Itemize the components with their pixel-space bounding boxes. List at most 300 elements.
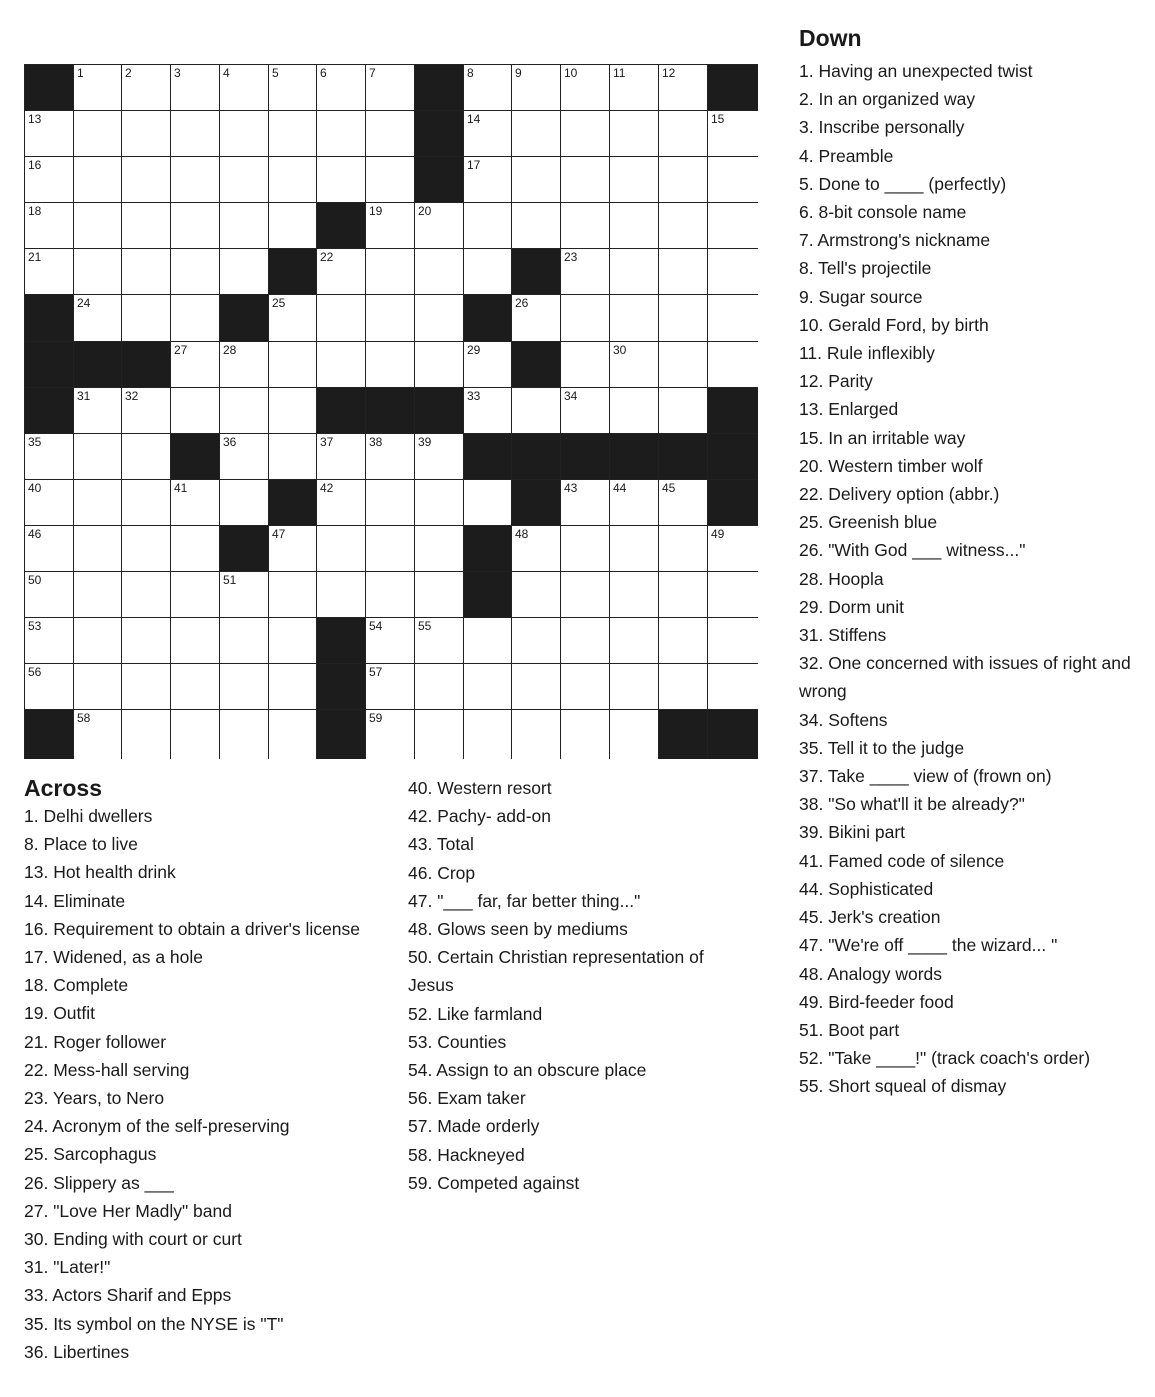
clue-item[interactable]: 22. Delivery option (abbr.): [799, 484, 1000, 505]
clue-item[interactable]: 54. Assign to an obscure place: [408, 1060, 647, 1081]
clue-item[interactable]: 35. Its symbol on the NYSE is "T": [24, 1313, 284, 1334]
black-square: [512, 249, 561, 295]
grid-cell[interactable]: [269, 664, 317, 710]
clue-item[interactable]: 25. Sarcophagus: [24, 1144, 157, 1165]
cell-number: 41: [174, 481, 188, 495]
clue-item[interactable]: 13. Hot health drink: [24, 862, 176, 883]
grid-cell[interactable]: [220, 111, 269, 157]
clue-item[interactable]: 28. Hoopla: [799, 568, 884, 589]
grid-cell[interactable]: [25, 111, 74, 157]
grid-cell[interactable]: [464, 249, 512, 295]
clue-item[interactable]: 21. Roger follower: [24, 1031, 167, 1052]
grid-cell[interactable]: [415, 618, 464, 664]
cell-number: 9: [515, 66, 522, 80]
grid-cell[interactable]: [512, 157, 561, 203]
cell-number: 27: [174, 343, 188, 357]
grid-cell[interactable]: [366, 342, 415, 388]
grid-cell[interactable]: [171, 664, 220, 710]
grid-cell[interactable]: [708, 664, 758, 710]
cell-number: 20: [418, 204, 432, 218]
clue-item[interactable]: 32. One concerned with issues of right and wrong: [799, 653, 1131, 702]
grid-cell[interactable]: [171, 65, 220, 111]
grid-cell[interactable]: [561, 572, 610, 618]
grid-cell[interactable]: [25, 249, 74, 295]
grid-cell[interactable]: [708, 249, 758, 295]
cell-number: 46: [28, 527, 42, 541]
grid-cell[interactable]: [512, 388, 561, 434]
clue-item[interactable]: 55. Short squeal of dismay: [799, 1076, 1007, 1097]
grid-cell[interactable]: [220, 664, 269, 710]
black-square: [317, 664, 366, 710]
black-square: [415, 157, 464, 203]
grid-cell[interactable]: [269, 157, 317, 203]
grid-cell[interactable]: [269, 65, 317, 111]
grid-cell[interactable]: [25, 618, 74, 664]
grid-cell[interactable]: [220, 342, 269, 388]
grid-cell[interactable]: [415, 526, 464, 572]
grid-cell[interactable]: [610, 203, 659, 249]
grid-cell[interactable]: [220, 480, 269, 526]
clue-item[interactable]: 2. In an organized way: [799, 89, 976, 110]
grid-cell[interactable]: [561, 249, 610, 295]
grid-cell[interactable]: [512, 572, 561, 618]
grid-cell[interactable]: [171, 203, 220, 249]
grid-cell[interactable]: [74, 295, 122, 342]
grid-cell[interactable]: [464, 157, 512, 203]
grid-cell[interactable]: [659, 249, 708, 295]
grid-cell[interactable]: [512, 65, 561, 111]
grid-cell[interactable]: [659, 295, 708, 342]
clue-item[interactable]: 31. Stiffens: [799, 625, 887, 646]
cell-number: 38: [369, 435, 383, 449]
clue-item[interactable]: 5. Done to ____ (perfectly): [799, 173, 1007, 194]
grid-cell[interactable]: [269, 526, 317, 572]
grid-cell[interactable]: [415, 203, 464, 249]
grid-cell[interactable]: [74, 526, 122, 572]
clue-item[interactable]: 20. Western timber wolf: [799, 455, 983, 476]
grid-cell[interactable]: [659, 618, 708, 664]
clue-item[interactable]: 14. Eliminate: [24, 890, 126, 911]
clue-item[interactable]: 4. Preamble: [799, 145, 894, 166]
grid-cell[interactable]: [366, 434, 415, 480]
clue-item[interactable]: 48. Analogy words: [799, 963, 943, 984]
black-square: [708, 710, 758, 759]
grid-cell[interactable]: [561, 526, 610, 572]
grid-cell[interactable]: [122, 572, 171, 618]
grid-cell[interactable]: [464, 65, 512, 111]
clue-item[interactable]: 1. Delhi dwellers: [24, 806, 153, 826]
clue-item[interactable]: 26. Slippery as ___: [24, 1172, 174, 1193]
clue-item[interactable]: 19. Outfit: [24, 1003, 96, 1024]
black-square: [708, 480, 758, 526]
cell-number: 8: [467, 66, 474, 80]
grid-cell[interactable]: [512, 710, 561, 759]
clue-item[interactable]: 47. "We're off ____ the wizard... ": [799, 935, 1058, 956]
clue-item[interactable]: 24. Acronym of the self-preserving: [24, 1116, 290, 1137]
grid-cell[interactable]: [561, 203, 610, 249]
clue-item[interactable]: 25. Greenish blue: [799, 512, 938, 533]
grid-cell[interactable]: [512, 295, 561, 342]
cell-number: 45: [662, 481, 676, 495]
cell-number: 2: [125, 66, 132, 80]
grid-cell[interactable]: [171, 618, 220, 664]
clue-item[interactable]: 49. Bird-feeder food: [799, 991, 954, 1012]
grid-cell[interactable]: [269, 572, 317, 618]
black-square: [220, 526, 269, 572]
grid-cell[interactable]: [74, 249, 122, 295]
clue-item[interactable]: 10. Gerald Ford, by birth: [799, 314, 989, 335]
grid-cell[interactable]: [122, 664, 171, 710]
cell-number: 4: [223, 66, 230, 80]
black-square: [512, 434, 561, 480]
grid-cell[interactable]: [708, 342, 758, 388]
grid-cell[interactable]: [220, 710, 269, 759]
across-clue-list-1: [24, 802, 364, 1366]
clue-item[interactable]: 3. Inscribe personally: [799, 117, 965, 138]
grid-cell[interactable]: [708, 572, 758, 618]
clue-item[interactable]: 30. Ending with court or curt: [24, 1229, 242, 1250]
grid-cell[interactable]: [464, 342, 512, 388]
grid-cell[interactable]: [561, 65, 610, 111]
grid-cell[interactable]: [74, 388, 122, 434]
clue-item[interactable]: 16. Requirement to obtain a driver's license: [24, 918, 361, 939]
grid-cell[interactable]: [122, 111, 171, 157]
grid-cell[interactable]: [317, 526, 366, 572]
grid-cell[interactable]: [317, 480, 366, 526]
grid-cell[interactable]: [25, 526, 74, 572]
grid-cell[interactable]: [659, 388, 708, 434]
clue-item[interactable]: 42. Pachy- add-on: [408, 806, 552, 827]
grid-cell[interactable]: [122, 710, 171, 759]
clue-item[interactable]: 39. Bikini part: [799, 822, 906, 843]
grid-cell[interactable]: [708, 157, 758, 203]
clue-item[interactable]: 37. Take ____ view of (frown on): [799, 766, 1052, 787]
grid-cell[interactable]: [122, 480, 171, 526]
grid-cell[interactable]: [512, 203, 561, 249]
cell-number: 43: [564, 481, 578, 495]
clue-item[interactable]: 41. Famed code of silence: [799, 850, 1005, 871]
grid-cell[interactable]: [464, 618, 512, 664]
across-heading: Across: [24, 775, 102, 801]
clue-item[interactable]: 23. Years, to Nero: [24, 1088, 165, 1109]
grid-cell[interactable]: [561, 111, 610, 157]
clue-item[interactable]: 27. "Love Her Madly" band: [24, 1200, 232, 1221]
grid-cell[interactable]: [220, 388, 269, 434]
grid-cell[interactable]: [122, 295, 171, 342]
grid-cell[interactable]: [171, 388, 220, 434]
grid-cell[interactable]: [659, 342, 708, 388]
grid-cell[interactable]: [415, 710, 464, 759]
grid-cell[interactable]: [269, 618, 317, 664]
grid-cell[interactable]: [415, 342, 464, 388]
cell-number: 42: [320, 481, 334, 495]
grid-cell[interactable]: [561, 388, 610, 434]
clue-item[interactable]: 31. "Later!": [24, 1257, 111, 1278]
black-square: [464, 295, 512, 342]
grid-cell[interactable]: [415, 572, 464, 618]
clue-item[interactable]: 8. Tell's projectile: [799, 258, 932, 279]
grid-cell[interactable]: [317, 434, 366, 480]
grid-cell[interactable]: [561, 342, 610, 388]
grid-cell[interactable]: [220, 65, 269, 111]
clue-item[interactable]: 29. Dorm unit: [799, 596, 905, 617]
grid-cell[interactable]: [610, 342, 659, 388]
grid-cell[interactable]: [122, 388, 171, 434]
cell-number: 22: [320, 250, 334, 264]
grid-cell[interactable]: [659, 203, 708, 249]
black-square: [659, 434, 708, 480]
grid-cell[interactable]: [659, 664, 708, 710]
grid-cell[interactable]: [220, 249, 269, 295]
grid-cell[interactable]: [171, 157, 220, 203]
grid-cell[interactable]: [269, 710, 317, 759]
clue-item[interactable]: 52. Like farmland: [408, 1003, 543, 1024]
grid-cell[interactable]: [171, 526, 220, 572]
grid-cell[interactable]: [610, 572, 659, 618]
grid-cell[interactable]: [464, 388, 512, 434]
clue-item[interactable]: 13. Enlarged: [799, 399, 899, 420]
clue-item[interactable]: 12. Parity: [799, 371, 873, 392]
clue-item[interactable]: 9. Sugar source: [799, 286, 923, 307]
cell-number: 39: [418, 435, 432, 449]
grid-cell[interactable]: [122, 203, 171, 249]
clue-item[interactable]: 52. "Take ____!" (track coach's order): [799, 1048, 1091, 1069]
cell-number: 16: [28, 158, 42, 172]
grid-cell[interactable]: [122, 434, 171, 480]
black-square: [74, 342, 122, 388]
grid-cell[interactable]: [74, 480, 122, 526]
grid-cell[interactable]: [464, 710, 512, 759]
clue-item[interactable]: 17. Widened, as a hole: [24, 947, 204, 968]
grid-cell[interactable]: [269, 388, 317, 434]
clue-item[interactable]: 15. In an irritable way: [799, 427, 966, 448]
grid-cell[interactable]: [74, 111, 122, 157]
clue-item[interactable]: 22. Mess-hall serving: [24, 1059, 190, 1080]
grid-cell[interactable]: [610, 295, 659, 342]
grid-cell[interactable]: [269, 203, 317, 249]
grid-cell[interactable]: [171, 295, 220, 342]
clue-item[interactable]: 34. Softens: [799, 709, 888, 730]
grid-cell[interactable]: [415, 434, 464, 480]
grid-cell[interactable]: [366, 157, 415, 203]
clue-item[interactable]: 51. Boot part: [799, 1019, 900, 1040]
grid-cell[interactable]: [171, 710, 220, 759]
grid-cell[interactable]: [74, 65, 122, 111]
grid-cell[interactable]: [317, 342, 366, 388]
grid-cell[interactable]: [610, 480, 659, 526]
cell-number: 13: [28, 112, 42, 126]
grid-cell[interactable]: [708, 111, 758, 157]
clue-item[interactable]: 48. Glows seen by mediums: [408, 919, 628, 940]
grid-cell[interactable]: [659, 111, 708, 157]
clue-item[interactable]: 46. Crop: [408, 862, 476, 883]
grid-cell[interactable]: [708, 295, 758, 342]
grid-cell[interactable]: [74, 664, 122, 710]
grid-cell[interactable]: [171, 111, 220, 157]
clue-item[interactable]: 26. "With God ___ witness...": [799, 540, 1026, 561]
black-square: [317, 203, 366, 249]
black-square: [415, 65, 464, 111]
grid-cell[interactable]: [610, 664, 659, 710]
grid-cell[interactable]: [464, 111, 512, 157]
grid-cell[interactable]: [122, 618, 171, 664]
grid-cell[interactable]: [74, 203, 122, 249]
clue-item[interactable]: 35. Tell it to the judge: [799, 737, 965, 758]
cell-number: 29: [467, 343, 481, 357]
grid-cell[interactable]: [464, 203, 512, 249]
grid-cell[interactable]: [708, 526, 758, 572]
grid-cell[interactable]: [464, 664, 512, 710]
grid-cell[interactable]: [512, 111, 561, 157]
grid-cell[interactable]: [561, 664, 610, 710]
cell-number: 50: [28, 573, 42, 587]
grid-cell[interactable]: [25, 203, 74, 249]
clue-item[interactable]: 47. "___ far, far better thing...": [408, 890, 641, 911]
clue-item[interactable]: 44. Sophisticated: [799, 878, 934, 899]
clue-item[interactable]: 1. Having an unexpected twist: [799, 61, 1033, 81]
grid-cell[interactable]: [659, 157, 708, 203]
black-square: [708, 388, 758, 434]
grid-cell[interactable]: [659, 572, 708, 618]
grid-cell[interactable]: [269, 295, 317, 342]
grid-cell[interactable]: [171, 342, 220, 388]
grid-cell[interactable]: [659, 480, 708, 526]
grid-cell[interactable]: [610, 157, 659, 203]
grid-cell[interactable]: [366, 111, 415, 157]
clue-item[interactable]: 58. Hackneyed: [408, 1144, 525, 1165]
grid-cell[interactable]: [317, 572, 366, 618]
grid-cell[interactable]: [610, 388, 659, 434]
grid-cell[interactable]: [317, 65, 366, 111]
grid-cell[interactable]: [610, 710, 659, 759]
black-square: [25, 65, 74, 111]
clue-item[interactable]: 33. Actors Sharif and Epps: [24, 1285, 232, 1306]
grid-cell[interactable]: [366, 203, 415, 249]
clue-item[interactable]: 59. Competed against: [408, 1172, 580, 1193]
black-square: [415, 388, 464, 434]
grid-cell[interactable]: [269, 342, 317, 388]
black-square: [25, 388, 74, 434]
grid-cell[interactable]: [659, 65, 708, 111]
grid-cell[interactable]: [317, 249, 366, 295]
grid-cell[interactable]: [561, 618, 610, 664]
grid-cell[interactable]: [415, 249, 464, 295]
grid-cell[interactable]: [220, 618, 269, 664]
clue-item[interactable]: 18. Complete: [24, 975, 129, 996]
cell-number: 55: [418, 619, 432, 633]
grid-cell[interactable]: [25, 434, 74, 480]
clue-item[interactable]: 38. "So what'll it be already?": [799, 794, 1025, 815]
grid-cell[interactable]: [220, 434, 269, 480]
grid-cell[interactable]: [317, 295, 366, 342]
grid-cell[interactable]: [610, 249, 659, 295]
clue-item[interactable]: 36. Libertines: [24, 1341, 130, 1362]
grid-cell[interactable]: [561, 157, 610, 203]
across-clue-list-2: [408, 774, 753, 1197]
grid-cell[interactable]: [512, 526, 561, 572]
grid-cell[interactable]: [561, 480, 610, 526]
grid-cell[interactable]: [171, 572, 220, 618]
grid-cell[interactable]: [220, 157, 269, 203]
grid-cell[interactable]: [366, 572, 415, 618]
cell-number: 44: [613, 481, 627, 495]
grid-cell[interactable]: [122, 157, 171, 203]
grid-cell[interactable]: [220, 203, 269, 249]
grid-cell[interactable]: [366, 249, 415, 295]
grid-cell[interactable]: [366, 710, 415, 759]
clue-item[interactable]: 53. Counties: [408, 1031, 507, 1052]
grid-cell[interactable]: [25, 480, 74, 526]
grid-cell[interactable]: [171, 480, 220, 526]
grid-cell[interactable]: [74, 157, 122, 203]
grid-cell[interactable]: [610, 65, 659, 111]
grid-cell[interactable]: [659, 526, 708, 572]
grid-cell[interactable]: [122, 526, 171, 572]
grid-cell[interactable]: [171, 249, 220, 295]
grid-cell[interactable]: [366, 526, 415, 572]
grid-cell[interactable]: [220, 572, 269, 618]
grid-cell[interactable]: [366, 618, 415, 664]
grid-cell[interactable]: [512, 618, 561, 664]
grid-cell[interactable]: [610, 618, 659, 664]
clue-item[interactable]: 56. Exam taker: [408, 1088, 526, 1109]
grid-cell[interactable]: [74, 618, 122, 664]
grid-cell[interactable]: [269, 434, 317, 480]
grid-cell[interactable]: [25, 664, 74, 710]
clue-item[interactable]: 50. Certain Christian representation of Jesus: [408, 947, 704, 996]
cell-number: 47: [272, 527, 286, 541]
grid-cell[interactable]: [366, 664, 415, 710]
grid-cell[interactable]: [561, 710, 610, 759]
black-square: [464, 572, 512, 618]
grid-cell[interactable]: [561, 295, 610, 342]
grid-cell[interactable]: [366, 65, 415, 111]
grid-cell[interactable]: [708, 618, 758, 664]
grid-cell[interactable]: [74, 710, 122, 759]
clue-item[interactable]: 40. Western resort: [408, 778, 552, 798]
grid-cell[interactable]: [74, 572, 122, 618]
grid-cell[interactable]: [415, 480, 464, 526]
grid-cell[interactable]: [122, 249, 171, 295]
grid-cell[interactable]: [512, 664, 561, 710]
clue-item[interactable]: 6. 8-bit console name: [799, 202, 967, 223]
grid-cell[interactable]: [366, 480, 415, 526]
grid-cell[interactable]: [610, 111, 659, 157]
grid-cell[interactable]: [317, 111, 366, 157]
grid-cell[interactable]: [122, 65, 171, 111]
grid-cell[interactable]: [464, 480, 512, 526]
clue-item[interactable]: 45. Jerk's creation: [799, 907, 941, 928]
grid-cell[interactable]: [269, 111, 317, 157]
clue-item[interactable]: 8. Place to live: [24, 834, 138, 855]
clue-item[interactable]: 43. Total: [408, 834, 474, 855]
grid-cell[interactable]: [415, 295, 464, 342]
cell-number: 59: [369, 711, 383, 725]
grid-cell[interactable]: [25, 572, 74, 618]
grid-cell[interactable]: [708, 203, 758, 249]
grid-cell[interactable]: [74, 434, 122, 480]
grid-cell[interactable]: [317, 157, 366, 203]
clue-item[interactable]: 11. Rule inflexibly: [799, 343, 935, 364]
grid-cell[interactable]: [610, 526, 659, 572]
black-square: [464, 434, 512, 480]
grid-cell[interactable]: [25, 157, 74, 203]
grid-cell[interactable]: [415, 664, 464, 710]
grid-cell[interactable]: [366, 295, 415, 342]
clue-item[interactable]: 57. Made orderly: [408, 1116, 540, 1137]
cell-number: 6: [320, 66, 327, 80]
clue-item[interactable]: 7. Armstrong's nickname: [799, 230, 991, 251]
